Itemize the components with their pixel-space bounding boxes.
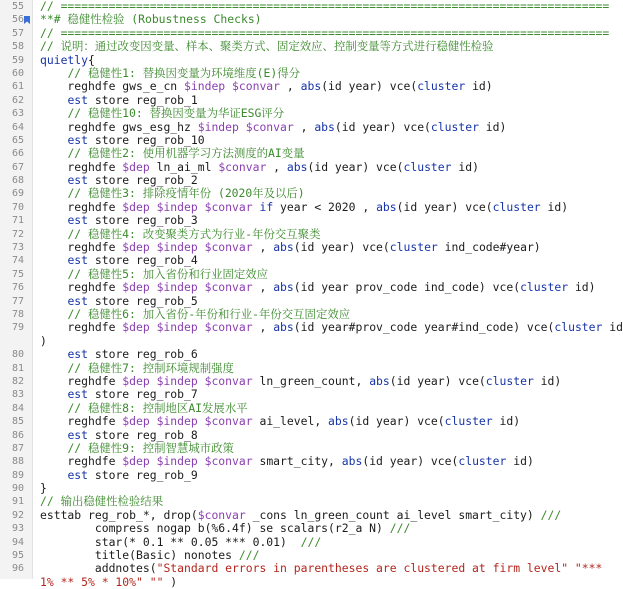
code-token: store reg_rob_6 xyxy=(88,347,198,362)
string-token: "Standard errors in parentheses are clustered at firm level" xyxy=(156,561,569,576)
code-token: title(Basic) nonotes xyxy=(40,548,239,563)
line-number: 77 xyxy=(11,295,24,307)
code-token: ) xyxy=(40,333,47,348)
code-line[interactable] xyxy=(0,320,623,335)
keyword-token: est xyxy=(67,427,89,442)
code-token: id) xyxy=(492,414,521,429)
line-text xyxy=(40,67,300,80)
line-text xyxy=(40,469,198,482)
code-line[interactable] xyxy=(0,0,610,13)
code-token: ) xyxy=(163,574,178,589)
code-token: (id year) vce( xyxy=(321,79,418,94)
line-number: 90 xyxy=(11,483,24,495)
code-token: compress nogap b(%6.4f) se scalars(r2_a N) xyxy=(40,521,390,536)
code-token: reghdfe xyxy=(40,159,123,174)
code-token xyxy=(143,575,150,589)
code-line[interactable] xyxy=(0,187,600,200)
code-line[interactable] xyxy=(0,415,600,428)
comment-token: **# 稳健性检验 (Robustness Checks) xyxy=(40,12,262,27)
code-token: store reg_rob_10 xyxy=(88,132,205,147)
macro-token: $indep $convar xyxy=(197,119,294,134)
code-token: year < 2020 , xyxy=(273,199,377,214)
macro-token: $convar xyxy=(218,159,267,174)
keyword-token: est xyxy=(67,253,89,268)
comment-token: // 稳健性3: 排除疫情年份 (2020年及以后) xyxy=(67,186,305,201)
code-token xyxy=(40,387,67,401)
code-token: , xyxy=(252,240,274,255)
comment-token: // ================================================================================ xyxy=(40,0,610,13)
line-text xyxy=(40,388,198,401)
line-text xyxy=(40,442,234,455)
code-line[interactable] xyxy=(0,522,600,535)
line-text xyxy=(40,362,234,375)
keyword-token: abs xyxy=(369,373,390,388)
code-token: id) xyxy=(568,280,596,295)
code-token: , xyxy=(252,320,274,335)
code-line[interactable] xyxy=(0,67,600,80)
code-line[interactable] xyxy=(0,40,600,53)
code-line[interactable] xyxy=(0,214,600,227)
line-number: 88 xyxy=(11,456,24,468)
code-token: , xyxy=(266,159,287,174)
line-text xyxy=(40,295,198,308)
line-text xyxy=(40,134,205,147)
code-token: smart_city, xyxy=(252,454,342,469)
code-token: (id year) vce( xyxy=(362,454,459,469)
macro-token: $dep xyxy=(122,159,150,174)
keyword-token: est xyxy=(67,132,89,147)
code-token: store reg_rob_8 xyxy=(88,427,198,442)
keyword-token: quietly xyxy=(40,52,89,67)
line-text xyxy=(40,402,248,415)
line-number: 56 xyxy=(11,14,24,26)
line-number: 55 xyxy=(11,1,24,12)
code-line[interactable] xyxy=(0,268,600,281)
keyword-token: est xyxy=(67,387,89,402)
code-token xyxy=(568,561,575,575)
code-token: ln_ai_ml xyxy=(149,159,219,174)
keyword-token: cluster xyxy=(444,414,493,429)
code-line[interactable] xyxy=(0,335,600,348)
keyword-token: abs xyxy=(286,159,308,174)
code-line[interactable] xyxy=(0,549,600,562)
code-line[interactable] xyxy=(0,388,600,401)
code-token: star(* 0.1 ** 0.05 *** 0.01) xyxy=(40,534,301,549)
line-text xyxy=(40,268,268,281)
code-line[interactable] xyxy=(0,201,600,214)
line-text xyxy=(40,576,177,589)
macro-token: $dep $indep $convar xyxy=(122,280,253,295)
macro-token: $convar xyxy=(197,507,246,522)
code-token xyxy=(40,361,67,375)
code-line[interactable] xyxy=(0,161,600,174)
line-number: 95 xyxy=(11,550,24,562)
line-number: 71 xyxy=(11,215,24,227)
code-token: id) xyxy=(540,199,569,214)
comment-token: // 稳健性9: 控制智慧城市政策 xyxy=(67,440,234,455)
line-text xyxy=(40,80,493,93)
line-text xyxy=(40,228,320,241)
code-token xyxy=(40,186,67,200)
line-number: 93 xyxy=(11,523,24,535)
code-line[interactable] xyxy=(0,482,600,495)
keyword-token: cluster xyxy=(458,454,507,469)
keyword-token: est xyxy=(67,213,89,228)
line-text xyxy=(40,27,609,40)
code-token: store reg_rob_2 xyxy=(88,173,198,188)
line-text xyxy=(40,429,198,442)
macro-token: $indep $convar xyxy=(184,79,281,94)
keyword-token: abs xyxy=(273,280,294,295)
line-number: 74 xyxy=(11,255,24,267)
code-line[interactable] xyxy=(0,536,600,549)
code-token xyxy=(40,146,67,160)
code-token: reghdfe gws_esg_hz xyxy=(40,119,198,134)
code-token xyxy=(40,213,67,227)
macro-token: $dep $indep $convar xyxy=(122,199,253,214)
line-number: 72 xyxy=(11,228,24,240)
comment-token: // 输出稳健性检验结果 xyxy=(40,494,164,509)
line-number: 92 xyxy=(11,509,24,521)
string-token: "*** xyxy=(574,561,603,576)
line-text xyxy=(40,281,596,294)
keyword-token: if xyxy=(259,199,274,214)
line-number: 63 xyxy=(11,108,24,120)
line-number: 96 xyxy=(11,563,24,575)
line-number: 66 xyxy=(11,148,24,160)
comment-token: // 稳健性6: 加入省份-年份和行业-年份交互固定效应 xyxy=(67,306,351,321)
line-number: 61 xyxy=(11,81,24,93)
code-token: (id year#prov_code year#ind_code) vce( xyxy=(293,320,555,335)
comment-token: // 稳健性5: 加入省份和行业固定效应 xyxy=(67,266,269,281)
comment-token: /// xyxy=(389,521,411,536)
macro-token: $dep $indep $convar xyxy=(122,320,253,335)
code-token: id) xyxy=(533,373,562,388)
keyword-token: cluster xyxy=(485,373,534,388)
code-token: ind_code#year) xyxy=(437,240,541,255)
code-token xyxy=(40,401,67,415)
code-line[interactable] xyxy=(0,147,600,160)
code-token: { xyxy=(88,52,95,67)
code-token: store reg_rob_3 xyxy=(88,213,198,228)
line-text xyxy=(40,94,198,107)
keyword-token: est xyxy=(67,467,89,482)
line-text xyxy=(40,415,520,428)
keyword-token: abs xyxy=(376,199,397,214)
line-number: 80 xyxy=(11,349,24,361)
line-number: 58 xyxy=(11,41,24,53)
line-text xyxy=(40,522,410,535)
code-token: id xyxy=(602,320,623,335)
code-token: (id year) vce( xyxy=(348,414,445,429)
line-number: 67 xyxy=(11,161,24,173)
line-text xyxy=(40,562,602,575)
code-token xyxy=(40,173,67,187)
line-number: 69 xyxy=(11,188,24,200)
line-text xyxy=(40,549,259,562)
comment-token: // 稳健性7: 控制环境规制强度 xyxy=(67,360,234,375)
line-number: 57 xyxy=(11,27,24,39)
code-token: (id year) vce( xyxy=(334,119,431,134)
keyword-token: cluster xyxy=(389,240,438,255)
line-text xyxy=(40,147,305,160)
bookmark-icon[interactable] xyxy=(24,16,30,24)
code-line[interactable] xyxy=(0,362,600,375)
line-text xyxy=(40,54,95,67)
comment-token: // 稳健性10: 替换因变量为华证ESG评分 xyxy=(67,106,285,121)
code-line[interactable] xyxy=(0,134,600,147)
keyword-token: cluster xyxy=(417,79,466,94)
code-token xyxy=(40,468,67,482)
line-number: 84 xyxy=(11,402,24,414)
line-number: 83 xyxy=(11,389,24,401)
line-number: 65 xyxy=(11,134,24,146)
keyword-token: abs xyxy=(300,79,322,94)
code-line[interactable] xyxy=(0,455,600,468)
code-token xyxy=(40,227,67,241)
line-text xyxy=(40,495,163,508)
line-text xyxy=(40,107,284,120)
keyword-token: cluster xyxy=(520,280,569,295)
line-text xyxy=(40,348,198,361)
line-number: 79 xyxy=(11,322,24,334)
keyword-token: abs xyxy=(341,454,363,469)
code-token xyxy=(40,307,67,321)
line-text xyxy=(40,536,321,549)
code-token: (id year) vce( xyxy=(396,199,493,214)
line-number: 62 xyxy=(11,94,24,106)
keyword-token: cluster xyxy=(430,119,479,134)
comment-token: /// xyxy=(238,548,260,563)
comment-token: // 稳健性4: 改变聚类方式为行业-年份交互聚类 xyxy=(67,226,321,241)
code-line[interactable] xyxy=(0,509,600,522)
line-number: 60 xyxy=(11,67,24,79)
code-token: (id year) vce( xyxy=(293,240,390,255)
keyword-token: est xyxy=(67,347,89,362)
code-line[interactable] xyxy=(0,308,600,321)
code-token: reghdfe xyxy=(40,280,123,295)
code-token: , xyxy=(293,119,315,134)
line-text xyxy=(40,375,561,388)
line-text xyxy=(40,214,198,227)
line-number: 87 xyxy=(11,442,24,454)
code-line[interactable] xyxy=(0,495,600,508)
line-number: 86 xyxy=(11,429,24,441)
line-text xyxy=(40,482,47,495)
line-number: 81 xyxy=(11,362,24,374)
code-token: , xyxy=(280,79,301,94)
macro-token: $dep $indep $convar xyxy=(122,373,253,388)
code-line[interactable] xyxy=(0,121,600,134)
code-line[interactable] xyxy=(0,228,600,241)
code-token xyxy=(40,294,67,308)
code-token: (id year) vce( xyxy=(307,159,404,174)
keyword-token: est xyxy=(67,92,89,107)
code-token: reghdfe xyxy=(40,199,123,214)
code-token: reghdfe xyxy=(40,320,123,335)
macro-token: $dep $indep $convar xyxy=(122,240,253,255)
code-token: esttab reg_rob_*, drop( xyxy=(40,507,198,522)
line-number: 76 xyxy=(11,282,24,294)
string-token: "" xyxy=(149,574,164,589)
line-text xyxy=(40,0,609,13)
code-line[interactable] xyxy=(0,442,600,455)
code-token: ai_level, xyxy=(252,414,329,429)
line-number: 91 xyxy=(11,496,24,508)
line-text xyxy=(40,174,198,187)
line-text xyxy=(40,509,561,522)
code-token: addnotes( xyxy=(40,561,157,576)
code-line[interactable] xyxy=(0,576,600,589)
code-line[interactable] xyxy=(0,13,600,26)
line-number: 73 xyxy=(11,242,24,254)
comment-token: // 稳健性1: 替换因变量为环境维度(E)得分 xyxy=(67,65,301,80)
line-number: 89 xyxy=(11,469,24,481)
code-line[interactable] xyxy=(0,107,600,120)
macro-token: $dep $indep $convar xyxy=(122,414,253,429)
code-line[interactable] xyxy=(0,561,603,576)
code-token: store reg_rob_4 xyxy=(88,253,198,268)
code-token: store reg_rob_9 xyxy=(88,467,198,482)
keyword-token: abs xyxy=(273,320,294,335)
line-text xyxy=(40,187,305,200)
keyword-token: cluster xyxy=(554,320,603,335)
code-token xyxy=(40,106,67,120)
code-token: store reg_rob_7 xyxy=(88,387,198,402)
line-text xyxy=(40,241,541,254)
code-token: reghdfe gws_e_cn xyxy=(40,79,185,94)
keyword-token: abs xyxy=(314,119,335,134)
code-token: ln_green_count, xyxy=(252,373,370,388)
line-text xyxy=(40,335,47,348)
line-text xyxy=(40,121,506,134)
code-token: } xyxy=(40,481,47,496)
line-text xyxy=(40,161,479,174)
code-line[interactable] xyxy=(0,54,600,67)
line-text xyxy=(40,321,623,334)
keyword-token: abs xyxy=(328,414,349,429)
line-number: 75 xyxy=(11,268,24,280)
code-line[interactable] xyxy=(0,429,600,442)
keyword-token: est xyxy=(67,173,89,188)
code-line[interactable] xyxy=(0,402,600,415)
line-text xyxy=(40,201,568,214)
code-token: , xyxy=(252,280,274,295)
line-number: 68 xyxy=(11,175,24,187)
code-token: _cons ln_green_count ai_level smart_city) xyxy=(245,507,541,522)
code-token xyxy=(40,66,67,80)
code-line[interactable] xyxy=(0,174,600,187)
code-token xyxy=(40,93,67,107)
comment-token: // 稳健性2: 使用机器学习方法测度的AI变量 xyxy=(67,146,305,161)
line-number: 59 xyxy=(11,54,24,66)
line-number: 82 xyxy=(11,375,24,387)
line-number: 78 xyxy=(11,308,24,320)
code-token: store reg_rob_5 xyxy=(88,293,198,308)
comment-token: // 稳健性8: 控制地区AI发展水平 xyxy=(67,400,248,415)
code-token xyxy=(40,428,67,442)
code-token: reghdfe xyxy=(40,240,123,255)
macro-token: $dep $indep $convar xyxy=(122,454,253,469)
line-text xyxy=(40,455,534,468)
code-line[interactable] xyxy=(0,469,600,482)
keyword-token: abs xyxy=(273,240,294,255)
keyword-token: cluster xyxy=(492,199,541,214)
code-line[interactable] xyxy=(0,295,600,308)
code-token: id) xyxy=(451,159,479,174)
line-number: 94 xyxy=(11,536,24,548)
string-token: 1% ** 5% * 10%" xyxy=(40,574,143,589)
code-line[interactable] xyxy=(0,25,610,40)
code-token: (id year prov_code ind_code) vce( xyxy=(293,280,521,295)
comment-token: /// xyxy=(300,534,322,549)
code-line[interactable] xyxy=(0,348,600,361)
code-token: reghdfe xyxy=(40,373,123,388)
line-number: 70 xyxy=(11,201,24,213)
code-token xyxy=(40,441,67,455)
line-text xyxy=(40,254,198,267)
line-text xyxy=(40,40,493,53)
code-token: id) xyxy=(506,454,534,469)
code-token: reghdfe xyxy=(40,454,123,469)
line-text xyxy=(40,13,262,26)
comment-token: // 说明：通过改变因变量、样本、聚类方式、固定效应、控制变量等方式进行稳健性检验 xyxy=(40,39,494,54)
code-line[interactable] xyxy=(0,241,600,254)
code-line[interactable] xyxy=(0,375,600,388)
code-token xyxy=(40,267,67,281)
comment-token: /// xyxy=(540,507,562,522)
code-token xyxy=(40,253,67,267)
keyword-token: est xyxy=(67,293,89,308)
code-line[interactable] xyxy=(0,94,600,107)
code-line[interactable] xyxy=(0,281,600,294)
comment-token: // ================================================================================ xyxy=(40,25,610,40)
code-token: (id year) vce( xyxy=(389,373,486,388)
code-token: reghdfe xyxy=(40,414,123,429)
line-number: 85 xyxy=(11,416,24,428)
code-token: id) xyxy=(478,119,507,134)
line-text xyxy=(40,308,350,321)
line-number: 64 xyxy=(11,121,24,133)
code-token: store reg_rob_1 xyxy=(88,92,198,107)
code-token: id) xyxy=(465,79,493,94)
code-token xyxy=(40,133,67,147)
keyword-token: cluster xyxy=(403,159,452,174)
code-token xyxy=(40,347,67,361)
code-line[interactable] xyxy=(0,254,600,267)
code-line[interactable] xyxy=(0,80,600,93)
